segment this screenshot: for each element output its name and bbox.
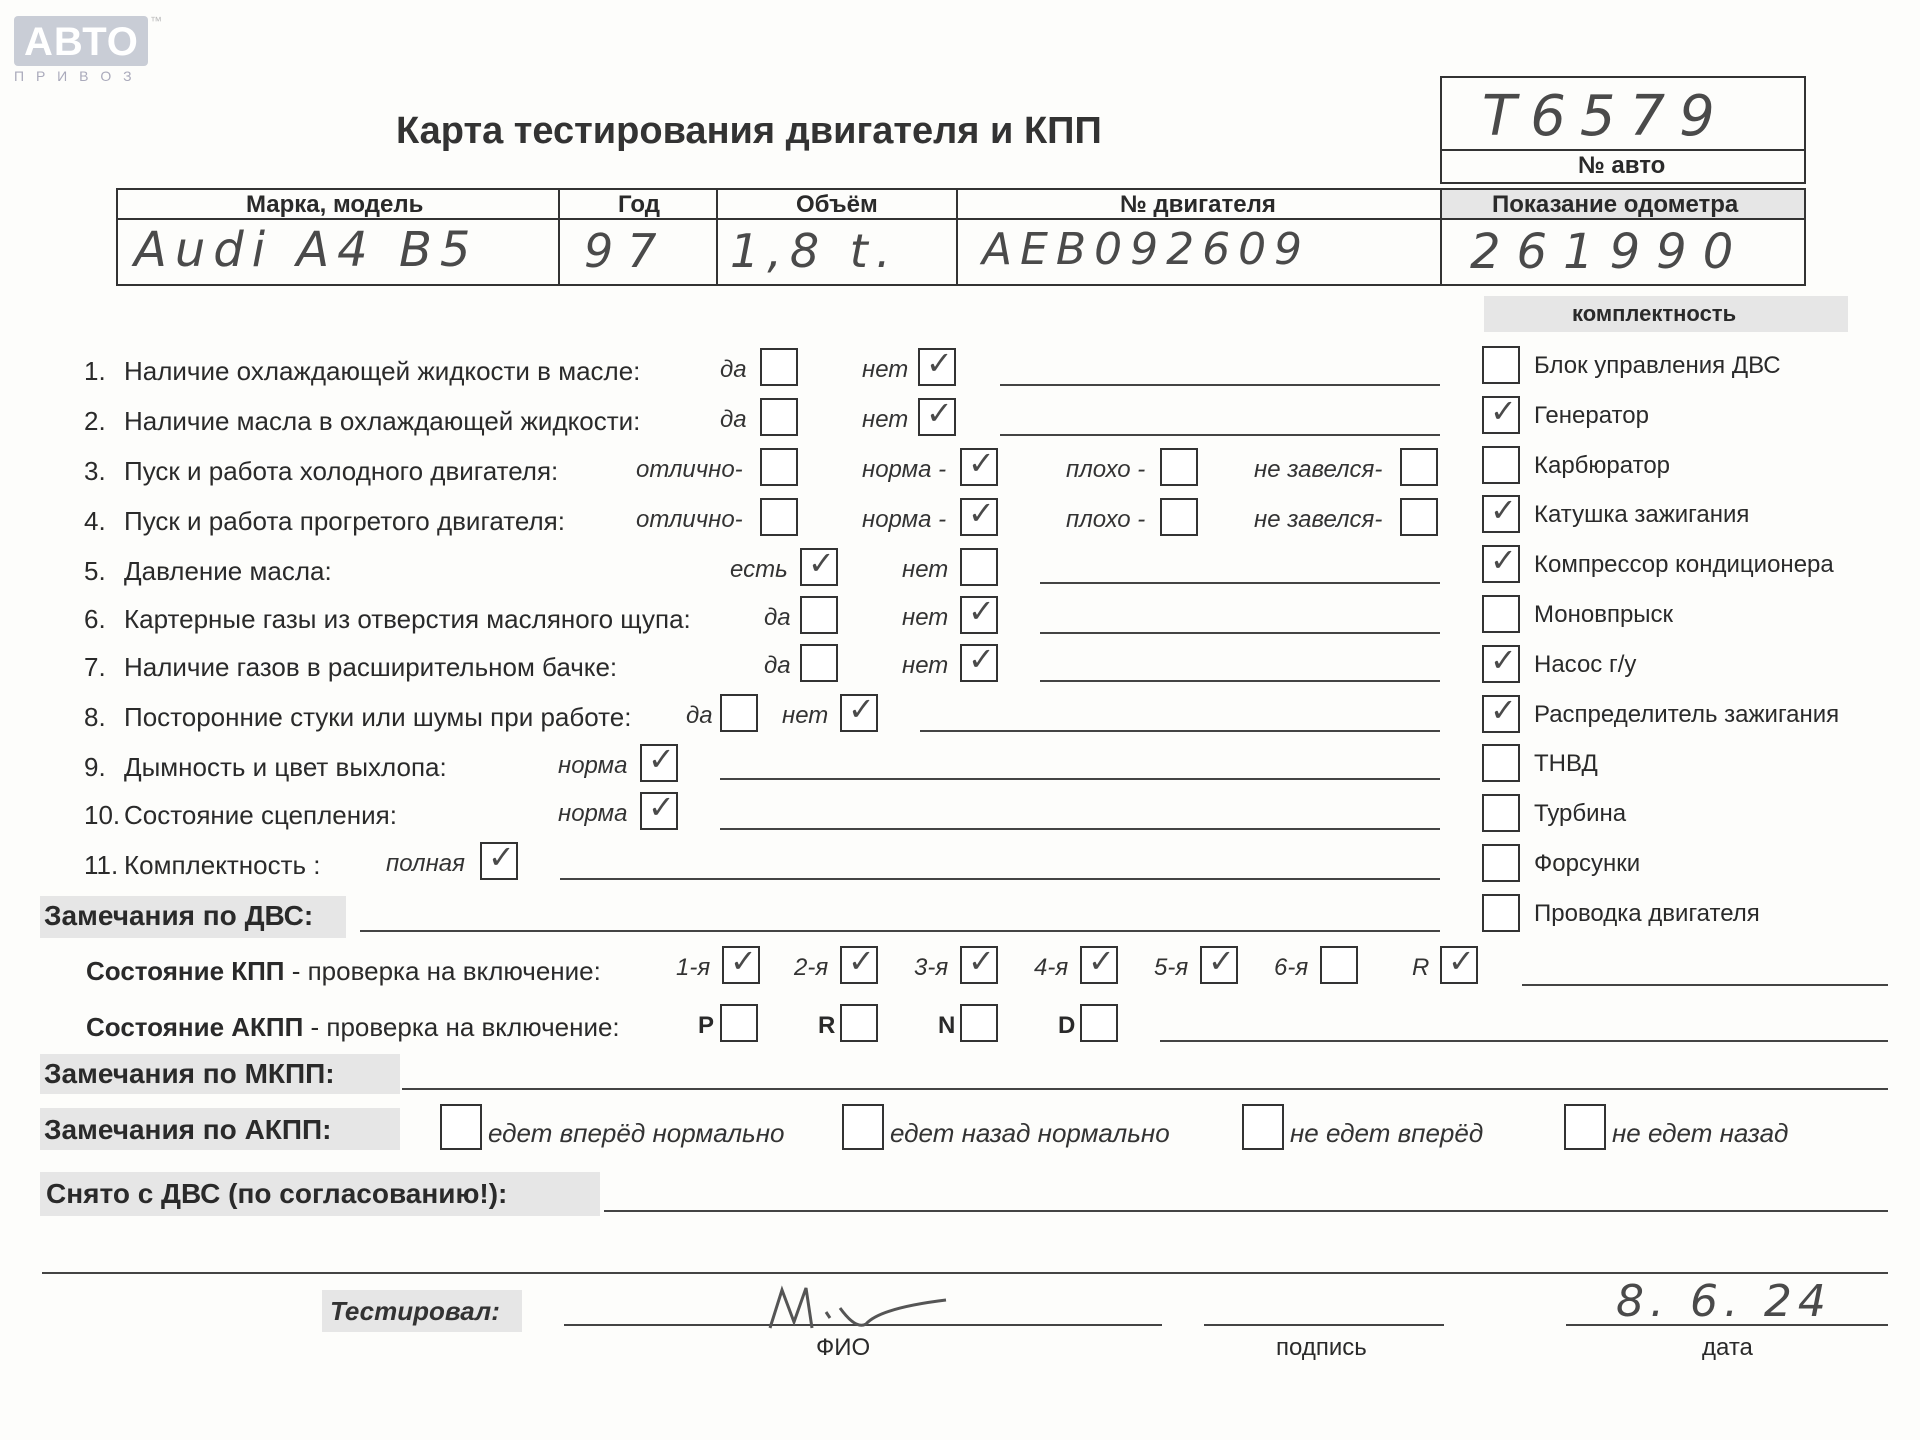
question-number: 7. [84, 652, 106, 682]
question-number: 2. [84, 406, 106, 436]
checkbox[interactable] [760, 448, 798, 486]
checkbox[interactable] [800, 644, 838, 682]
option-label: да [720, 406, 747, 433]
check-mark-icon: ✓ [1088, 942, 1115, 980]
option-label: да [764, 604, 791, 631]
option-label: плохо - [1066, 456, 1146, 483]
checkbox[interactable] [760, 498, 798, 536]
value-year: 97 [584, 224, 671, 278]
checkbox[interactable] [918, 344, 956, 386]
checkbox[interactable] [960, 494, 998, 536]
checkbox[interactable] [1482, 640, 1520, 683]
question-text: Давление масла: [124, 556, 332, 586]
checkbox[interactable] [960, 548, 998, 586]
check-mark-icon: ✓ [488, 838, 515, 876]
header-year: Год [618, 191, 660, 218]
gear-label: R [818, 1012, 836, 1039]
kit-item-label: Катушка зажигания [1534, 501, 1750, 529]
checkbox[interactable] [960, 592, 998, 634]
checkbox[interactable] [918, 394, 956, 436]
question-number: 10. [84, 800, 121, 830]
gear-label: R [1412, 954, 1430, 981]
kit-item-label: Генератор [1534, 401, 1649, 429]
checkbox[interactable] [1482, 894, 1520, 932]
header-odometer: Показание одометра [1492, 191, 1739, 218]
remarks-dvs-line [360, 930, 1440, 932]
gear-label: N [938, 1012, 956, 1039]
kit-item-label: ТНВД [1534, 750, 1598, 778]
check-mark-icon: ✓ [968, 444, 995, 482]
option-label: отлично- [636, 506, 743, 533]
checkbox[interactable] [760, 398, 798, 436]
checkbox[interactable] [1400, 448, 1438, 486]
gear-label: 1-я [676, 954, 711, 981]
date-label: дата [1702, 1334, 1753, 1361]
kit-item-label: Проводка двигателя [1534, 899, 1760, 927]
header-model: Марка, модель [246, 191, 424, 218]
question-number: 5. [84, 556, 106, 586]
option-label: есть [730, 556, 788, 583]
car-number-value: Т6579 [1482, 84, 1729, 149]
logo-subtitle: П Р И В О З [14, 68, 136, 84]
gear-label: 4-я [1034, 954, 1069, 981]
question-text: Комплектность : [124, 850, 321, 880]
gear-label: 3-я [914, 954, 949, 981]
checkbox[interactable] [1200, 942, 1238, 984]
check-mark-icon: ✓ [1208, 942, 1235, 980]
check-mark-icon: ✓ [730, 942, 757, 980]
option-label: норма [558, 800, 628, 827]
checkbox[interactable] [440, 1104, 482, 1150]
removed-line [604, 1210, 1888, 1212]
option-label: нет [862, 356, 909, 383]
check-mark-icon: ✓ [1490, 690, 1517, 729]
kit-item-label: Форсунки [1534, 850, 1641, 877]
checkbox[interactable] [640, 740, 678, 782]
remarks-mkpp-line [402, 1088, 1888, 1090]
check-mark-icon: ✓ [648, 788, 675, 826]
question-number: 11. [84, 850, 119, 880]
value-model: Audi A4 B5 [134, 222, 479, 278]
akpp-option-label: едет вперёд нормально [488, 1118, 785, 1148]
removed-label: Снято с ДВС (по согласованию!): [46, 1178, 508, 1209]
logo-tm: ™ [150, 14, 162, 28]
question-number: 9. [84, 752, 106, 782]
checkbox[interactable] [960, 640, 998, 682]
option-label: норма [558, 752, 628, 779]
option-label: не завелся- [1254, 506, 1383, 533]
removed-line-2 [42, 1272, 1888, 1274]
kit-item-label: Моновпрыск [1534, 601, 1674, 628]
option-label: нет [902, 652, 949, 679]
kpp-label: Состояние КПП - проверка на включение: [86, 956, 601, 986]
option-label: нет [782, 702, 829, 729]
value-engine-no: AEB092609 [982, 224, 1311, 275]
question-text: Наличие охлаждающей жидкости в масле: [124, 356, 641, 386]
checkbox[interactable] [1482, 346, 1520, 384]
akpp-label: Состояние АКПП - проверка на включение: [86, 1012, 620, 1042]
check-mark-icon: ✓ [926, 394, 953, 432]
checkbox[interactable] [800, 596, 838, 634]
checkbox[interactable] [720, 694, 758, 732]
check-mark-icon: ✓ [968, 942, 995, 980]
akpp-option-label: не едет назад [1612, 1118, 1789, 1148]
question-number: 3. [84, 456, 106, 486]
checkbox[interactable] [1482, 541, 1520, 583]
option-label: да [720, 356, 747, 383]
question-text: Дымность и цвет выхлопа: [124, 752, 447, 782]
checkbox[interactable] [1482, 690, 1520, 733]
checkbox[interactable] [842, 1104, 884, 1150]
checkbox[interactable] [840, 1004, 878, 1042]
value-odometer: 261990 [1470, 224, 1750, 280]
check-mark-icon: ✓ [848, 942, 875, 980]
checkbox[interactable] [840, 942, 878, 984]
checkbox[interactable] [1482, 391, 1520, 434]
gear-label: P [698, 1012, 715, 1039]
tested-label: Тестировал: [330, 1296, 500, 1326]
checkbox[interactable] [800, 544, 838, 586]
checkbox[interactable] [1482, 794, 1520, 832]
date-value: 8. 6. 24 [1616, 1276, 1832, 1327]
akpp-option-label: не едет вперёд [1290, 1118, 1484, 1148]
signature-line [1204, 1324, 1444, 1326]
checkbox[interactable] [1482, 844, 1520, 882]
car-number-label: № авто [1578, 152, 1666, 179]
question-text: Пуск и работа прогретого двигателя: [124, 506, 565, 536]
check-mark-icon: ✓ [968, 592, 995, 630]
option-label: да [686, 702, 713, 729]
question-text: Состояние сцепления: [124, 800, 397, 830]
checkbox[interactable] [722, 942, 760, 984]
checkbox[interactable] [760, 348, 798, 386]
logo [14, 16, 148, 66]
option-label: отлично- [636, 456, 743, 483]
checkbox[interactable] [720, 1004, 758, 1042]
question-text: Наличие масла в охлаждающей жидкости: [124, 406, 641, 436]
gear-label: D [1058, 1012, 1076, 1039]
check-mark-icon: ✓ [968, 640, 995, 678]
option-label: да [764, 652, 791, 679]
question-text: Посторонние стуки или шумы при работе: [124, 702, 632, 732]
akpp-option-label: едет назад нормально [890, 1118, 1170, 1148]
checkbox[interactable] [1080, 942, 1118, 984]
checkbox[interactable] [1080, 1004, 1118, 1042]
kit-item-label: Блок управления ДВС [1534, 352, 1781, 379]
option-label: нет [902, 556, 949, 583]
checkbox[interactable] [960, 1004, 998, 1042]
signature-drawing [760, 1278, 960, 1338]
option-label: норма - [862, 456, 947, 483]
checkbox[interactable] [1440, 942, 1478, 984]
question-text: Картерные газы из отверстия масляного щупа: [124, 604, 691, 634]
checkbox[interactable] [1482, 744, 1520, 782]
value-volume: 1,8 t. [730, 224, 899, 278]
check-mark-icon: ✓ [848, 690, 875, 728]
question-number: 6. [84, 604, 106, 634]
check-mark-icon: ✓ [1490, 640, 1517, 679]
page-title: Карта тестирования двигателя и КПП [396, 110, 1102, 152]
option-label: полная [386, 850, 465, 877]
check-mark-icon: ✓ [1448, 942, 1475, 980]
checkbox[interactable] [480, 838, 518, 880]
kit-item-label: Турбина [1534, 800, 1627, 828]
kit-item-label: Карбюратор [1534, 451, 1671, 479]
question-number: 1. [84, 356, 106, 386]
check-mark-icon: ✓ [968, 494, 995, 532]
question-text: Наличие газов в расширительном бачке: [124, 652, 618, 682]
checkbox[interactable] [640, 788, 678, 830]
kit-header: комплектность [1572, 301, 1737, 326]
checkbox[interactable] [1320, 946, 1358, 984]
option-label: нет [902, 604, 949, 631]
check-mark-icon: ✓ [1490, 491, 1517, 530]
check-mark-icon: ✓ [926, 344, 953, 382]
checkbox[interactable] [1564, 1104, 1606, 1150]
logo-text: АВТО [24, 20, 139, 64]
option-label: плохо - [1066, 506, 1146, 533]
header-engine-no: № двигателя [1120, 191, 1276, 218]
check-mark-icon: ✓ [648, 740, 675, 778]
checkbox[interactable] [1160, 448, 1198, 486]
question-number: 8. [84, 702, 106, 732]
checkbox[interactable] [1482, 595, 1520, 633]
checkbox[interactable] [1482, 491, 1520, 533]
checkbox[interactable] [1400, 498, 1438, 536]
checkbox[interactable] [960, 942, 998, 984]
header-volume: Объём [796, 191, 878, 218]
check-mark-icon: ✓ [808, 544, 835, 582]
kit-item-label: Компрессор кондиционера [1534, 551, 1834, 579]
checkbox[interactable] [1160, 498, 1198, 536]
question-number: 4. [84, 506, 106, 536]
checkbox[interactable] [960, 444, 998, 486]
kit-item-label: Насос г/у [1534, 650, 1637, 678]
check-mark-icon: ✓ [1490, 541, 1517, 580]
gear-label: 5-я [1154, 954, 1189, 981]
fio-label: ФИО [816, 1334, 871, 1361]
option-label: нет [862, 406, 909, 433]
kit-item-label: Распределитель зажигания [1534, 700, 1840, 728]
option-label: норма - [862, 506, 947, 533]
remarks-akpp-label: Замечания по АКПП: [44, 1114, 332, 1145]
option-label: не завелся- [1254, 456, 1383, 483]
checkbox[interactable] [1242, 1104, 1284, 1150]
gear-label: 6-я [1274, 954, 1309, 981]
checkbox[interactable] [840, 690, 878, 732]
check-mark-icon: ✓ [1490, 391, 1517, 430]
signature-label: подпись [1276, 1334, 1367, 1361]
remarks-dvs-label: Замечания по ДВС: [44, 900, 314, 931]
remarks-mkpp-label: Замечания по МКПП: [44, 1058, 335, 1089]
gear-label: 2-я [794, 954, 829, 981]
question-text: Пуск и работа холодного двигателя: [124, 456, 559, 486]
checkbox[interactable] [1482, 446, 1520, 484]
